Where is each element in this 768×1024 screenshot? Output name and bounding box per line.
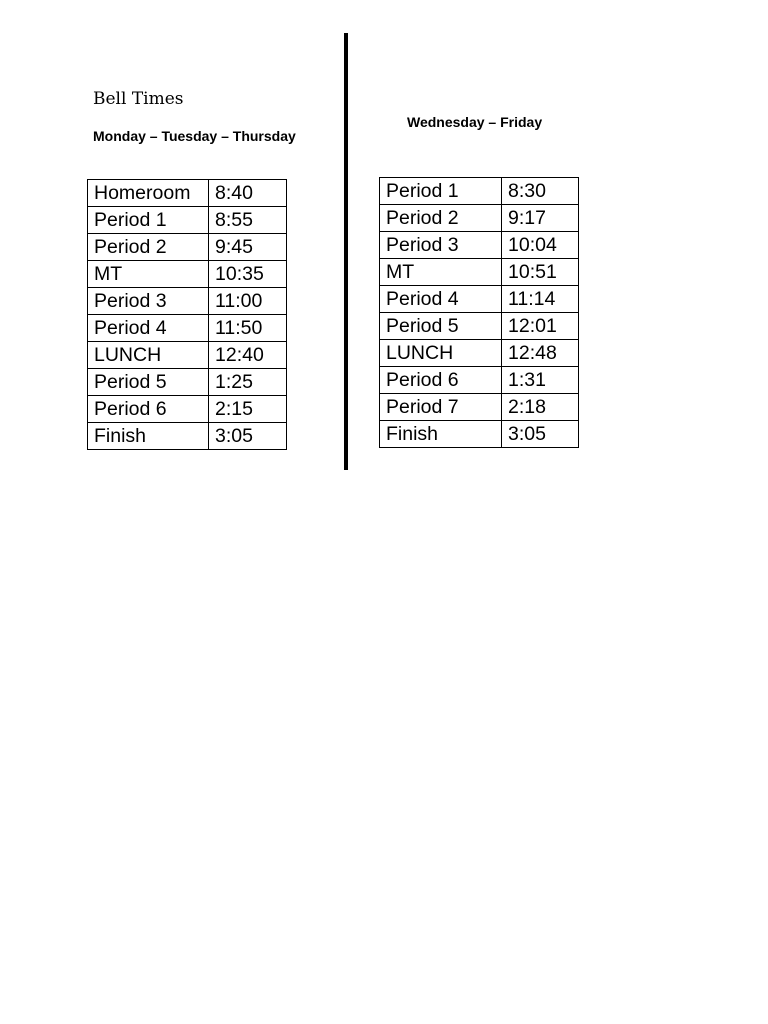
period-label: LUNCH [88, 342, 209, 369]
bell-time: 12:40 [209, 342, 287, 369]
period-label: Period 1 [380, 178, 502, 205]
period-label: Period 2 [380, 205, 502, 232]
table-row [380, 259, 579, 286]
bell-time: 9:45 [209, 234, 287, 261]
table-row [88, 207, 287, 234]
bell-time: 11:50 [209, 315, 287, 342]
column-divider [344, 33, 348, 470]
table-row [380, 367, 579, 394]
table-row [88, 396, 287, 423]
bell-time: 10:35 [209, 261, 287, 288]
page-title: Bell Times [93, 89, 184, 109]
bell-time: 12:01 [502, 313, 579, 340]
table-row [380, 340, 579, 367]
table-row [88, 261, 287, 288]
period-label: Homeroom [88, 180, 209, 207]
bell-time: 11:14 [502, 286, 579, 313]
bell-time: 8:30 [502, 178, 579, 205]
period-label: MT [380, 259, 502, 286]
table-row [88, 288, 287, 315]
schedule-heading-mon-tue-thu: Monday – Tuesday – Thursday [93, 128, 296, 144]
period-label: Period 4 [88, 315, 209, 342]
table-row [88, 369, 287, 396]
table-row [88, 315, 287, 342]
bell-time: 2:18 [502, 394, 579, 421]
bell-time: 3:05 [209, 423, 287, 450]
table-row [88, 423, 287, 450]
table-row [380, 313, 579, 340]
period-label: Period 3 [380, 232, 502, 259]
bell-table-wed-fri [379, 177, 579, 448]
schedule-heading-wed-fri: Wednesday – Friday [407, 114, 543, 130]
bell-time: 9:17 [502, 205, 579, 232]
period-label: Period 6 [88, 396, 209, 423]
table-row [88, 342, 287, 369]
table-row [380, 178, 579, 205]
period-label: Period 5 [380, 313, 502, 340]
period-label: Period 5 [88, 369, 209, 396]
bell-time: 8:55 [209, 207, 287, 234]
bell-time: 8:40 [209, 180, 287, 207]
table-row [88, 180, 287, 207]
period-label: MT [88, 261, 209, 288]
period-label: Period 2 [88, 234, 209, 261]
bell-time: 10:51 [502, 259, 579, 286]
period-label: Period 1 [88, 207, 209, 234]
bell-time: 3:05 [502, 421, 579, 448]
bell-time: 1:31 [502, 367, 579, 394]
table-row [380, 394, 579, 421]
table-row [380, 286, 579, 313]
table-row [88, 234, 287, 261]
period-label: Finish [88, 423, 209, 450]
bell-time: 12:48 [502, 340, 579, 367]
period-label: Period 6 [380, 367, 502, 394]
bell-time: 11:00 [209, 288, 287, 315]
period-label: Finish [380, 421, 502, 448]
table-row [380, 421, 579, 448]
bell-time: 2:15 [209, 396, 287, 423]
table-row [380, 232, 579, 259]
bell-table-mon-tue-thu [87, 179, 287, 450]
period-label: Period 7 [380, 394, 502, 421]
period-label: LUNCH [380, 340, 502, 367]
bell-time: 10:04 [502, 232, 579, 259]
period-label: Period 4 [380, 286, 502, 313]
table-row [380, 205, 579, 232]
period-label: Period 3 [88, 288, 209, 315]
bell-time: 1:25 [209, 369, 287, 396]
